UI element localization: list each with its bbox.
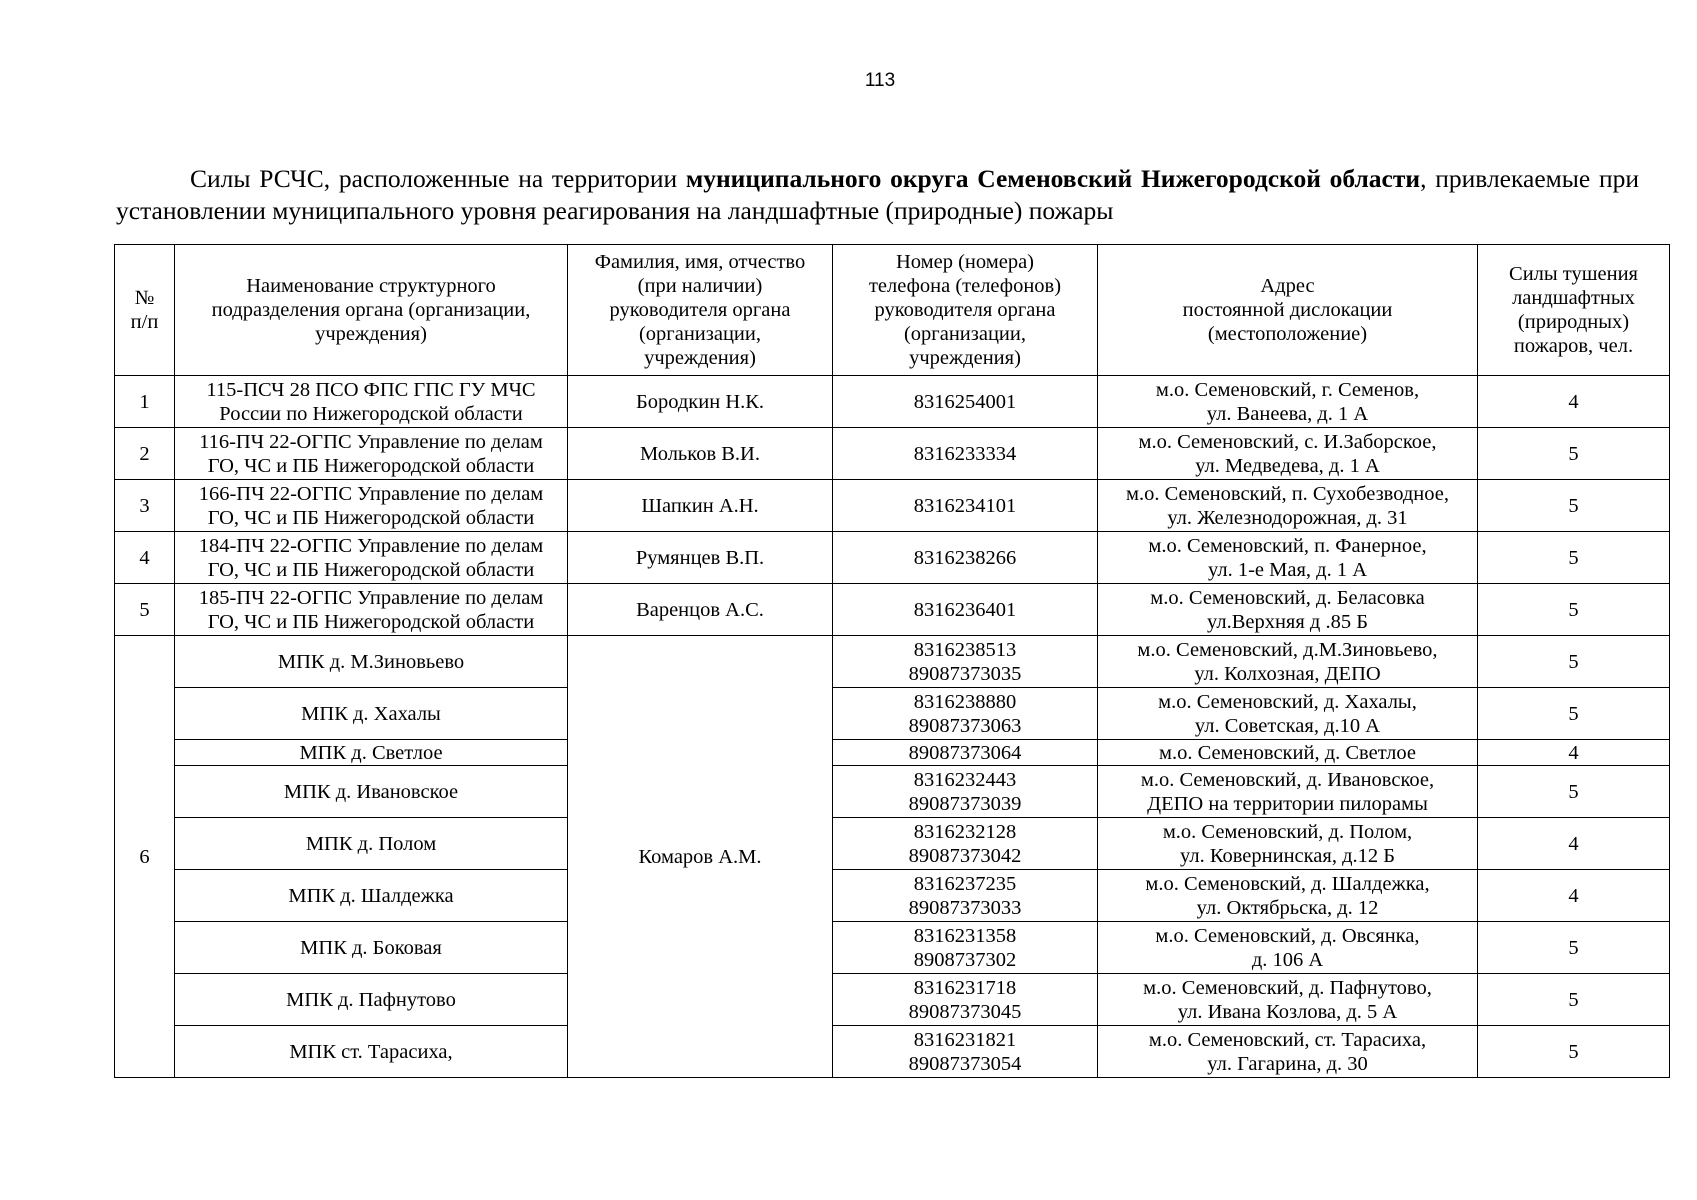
header-address: Адрес постоянной дислокации (местоположение) <box>1098 245 1478 376</box>
cell-forces: 4 <box>1478 376 1670 428</box>
cell-forces: 4 <box>1478 818 1670 870</box>
cell-phone: 8316231821 89087373054 <box>833 1026 1098 1078</box>
table-row <box>115 740 1670 766</box>
cell-address: м.о. Семеновский, д. Ивановское, ДЕПО на территории пилорамы <box>1098 766 1478 818</box>
cell-forces: 5 <box>1478 636 1670 688</box>
heading-text-bold: муниципального округа Семеновский Нижегородской области <box>685 164 1421 193</box>
cell-number: 5 <box>115 584 175 636</box>
cell-address: м.о. Семеновский, д.М.Зиновьево, ул. Колхозная, ДЕПО <box>1098 636 1478 688</box>
cell-unit-name: МПК д. М.Зиновьево <box>175 636 568 688</box>
table-row <box>115 584 1670 636</box>
cell-phone: 8316231718 89087373045 <box>833 974 1098 1026</box>
cell-forces: 5 <box>1478 766 1670 818</box>
cell-forces: 5 <box>1478 974 1670 1026</box>
cell-forces: 4 <box>1478 740 1670 766</box>
cell-phone: 8316234101 <box>833 480 1098 532</box>
cell-address: м.о. Семеновский, п. Сухобезводное, ул. Железнодорожная, д. 31 <box>1098 480 1478 532</box>
header-phone: Номер (номера) телефона (телефонов) руководителя органа (организации, учреждения) <box>833 245 1098 376</box>
cell-unit-name: МПК д. Полом <box>175 818 568 870</box>
cell-address: м.о. Семеновский, ст. Тарасиха, ул. Гагарина, д. 30 <box>1098 1026 1478 1078</box>
cell-address: м.о. Семеновский, д. Беласовка ул.Верхняя д .85 Б <box>1098 584 1478 636</box>
cell-number: 2 <box>115 428 175 480</box>
cell-phone: 89087373064 <box>833 740 1098 766</box>
cell-head-name: Шапкин А.Н. <box>568 480 833 532</box>
heading-text-end: , привлекаемые при установлении муниципального уровня реагирования на ландшафтные (природные) пожары <box>116 164 1640 225</box>
cell-number: 4 <box>115 532 175 584</box>
cell-unit-name: МПК д. Шалдежка <box>175 870 568 922</box>
header-number: № п/п <box>115 245 175 376</box>
cell-forces: 4 <box>1478 870 1670 922</box>
cell-phone: 8316232443 89087373039 <box>833 766 1098 818</box>
cell-unit-name: 184-ПЧ 22-ОГПС Управление по делам ГО, ЧС и ПБ Нижегородской области <box>175 532 568 584</box>
cell-phone: 8316231358 8908737302 <box>833 922 1098 974</box>
cell-forces: 5 <box>1478 428 1670 480</box>
cell-unit-name: МПК д. Боковая <box>175 922 568 974</box>
cell-address: м.о. Семеновский, д. Полом, ул. Ковернинская, д.12 Б <box>1098 818 1478 870</box>
cell-head-name: Бородкин Н.К. <box>568 376 833 428</box>
cell-unit-name: МПК ст. Тарасиха, <box>175 1026 568 1078</box>
cell-forces: 5 <box>1478 480 1670 532</box>
cell-unit-name: МПК д. Пафнутово <box>175 974 568 1026</box>
cell-number: 6 <box>115 636 175 1078</box>
cell-phone: 8316238266 <box>833 532 1098 584</box>
header-head-name: Фамилия, имя, отчество (при наличии) руководителя органа (организации, учреждения) <box>568 245 833 376</box>
cell-unit-name: МПК д. Светлое <box>175 740 568 766</box>
cell-head-name: Румянцев В.П. <box>568 532 833 584</box>
cell-phone: 8316232128 89087373042 <box>833 818 1098 870</box>
cell-head-name: Варенцов А.С. <box>568 584 833 636</box>
cell-forces: 5 <box>1478 532 1670 584</box>
page-number: 113 <box>864 70 896 91</box>
cell-unit-name: 115-ПСЧ 28 ПСО ФПС ГПС ГУ МЧС России по Нижегородской области <box>175 376 568 428</box>
cell-forces: 5 <box>1478 584 1670 636</box>
cell-phone: 8316237235 89087373033 <box>833 870 1098 922</box>
table-row <box>115 922 1670 974</box>
cell-unit-name: МПК д. Хахалы <box>175 688 568 740</box>
table-row <box>115 532 1670 584</box>
table-header-row <box>115 245 1670 376</box>
cell-phone: 8316233334 <box>833 428 1098 480</box>
cell-address: м.о. Семеновский, д. Овсянка, д. 106 А <box>1098 922 1478 974</box>
cell-forces: 5 <box>1478 1026 1670 1078</box>
header-unit-name: Наименование структурного подразделения органа (организации, учреждения) <box>175 245 568 376</box>
table-row <box>115 376 1670 428</box>
cell-address: м.о. Семеновский, д. Пафнутово, ул. Ивана Козлова, д. 5 А <box>1098 974 1478 1026</box>
cell-forces: 5 <box>1478 922 1670 974</box>
cell-phone: 8316236401 <box>833 584 1098 636</box>
table-row <box>115 1026 1670 1078</box>
cell-address: м.о. Семеновский, д. Шалдежка, ул. Октябрьска, д. 12 <box>1098 870 1478 922</box>
cell-phone: 8316238880 89087373063 <box>833 688 1098 740</box>
cell-address: м.о. Семеновский, г. Семенов, ул. Ванеева, д. 1 А <box>1098 376 1478 428</box>
table-row <box>115 818 1670 870</box>
cell-head-name: Комаров А.М. <box>568 636 833 1078</box>
table-row <box>115 428 1670 480</box>
cell-unit-name: МПК д. Ивановское <box>175 766 568 818</box>
cell-address: м.о. Семеновский, д. Хахалы, ул. Советская, д.10 А <box>1098 688 1478 740</box>
cell-phone: 8316254001 <box>833 376 1098 428</box>
cell-address: м.о. Семеновский, п. Фанерное, ул. 1-е Мая, д. 1 А <box>1098 532 1478 584</box>
cell-unit-name: 185-ПЧ 22-ОГПС Управление по делам ГО, ЧС и ПБ Нижегородской области <box>175 584 568 636</box>
table-row <box>115 688 1670 740</box>
cell-forces: 5 <box>1478 688 1670 740</box>
forces-table <box>114 244 1670 1078</box>
document-heading <box>116 163 1639 227</box>
heading-text-start: Силы РСЧС, расположенные на территории <box>190 164 686 193</box>
header-forces: Силы тушения ландшафтных (природных) пожаров, чел. <box>1478 245 1670 376</box>
cell-address: м.о. Семеновский, с. И.Заборское, ул. Медведева, д. 1 А <box>1098 428 1478 480</box>
table-row <box>115 870 1670 922</box>
table-row <box>115 974 1670 1026</box>
cell-unit-name: 166-ПЧ 22-ОГПС Управление по делам ГО, ЧС и ПБ Нижегородской области <box>175 480 568 532</box>
cell-address: м.о. Семеновский, д. Светлое <box>1098 740 1478 766</box>
cell-head-name: Мольков В.И. <box>568 428 833 480</box>
cell-number: 3 <box>115 480 175 532</box>
table-row <box>115 480 1670 532</box>
table-row <box>115 636 1670 688</box>
cell-unit-name: 116-ПЧ 22-ОГПС Управление по делам ГО, ЧС и ПБ Нижегородской области <box>175 428 568 480</box>
cell-phone: 8316238513 89087373035 <box>833 636 1098 688</box>
cell-number: 1 <box>115 376 175 428</box>
table-row <box>115 766 1670 818</box>
